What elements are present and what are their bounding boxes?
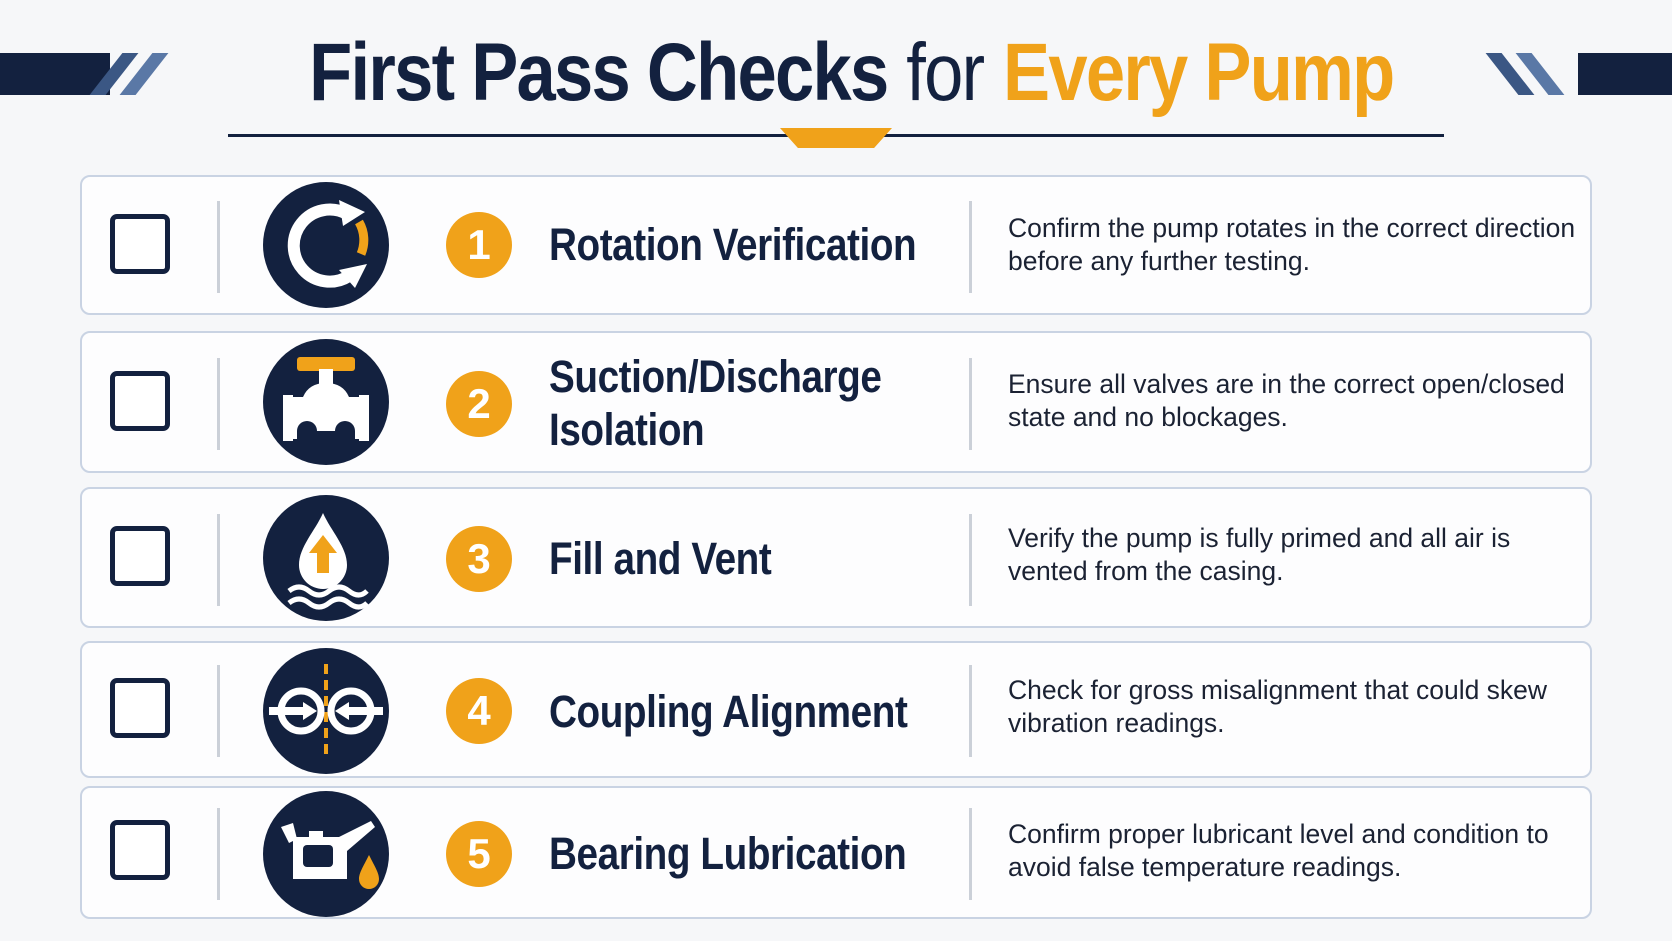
row-divider [969, 808, 972, 900]
page-title [0, 18, 1672, 128]
item-title: Fill and Vent [549, 533, 772, 584]
title-accent-tab [780, 128, 892, 148]
row-divider [969, 358, 972, 450]
checkbox-5[interactable] [110, 820, 170, 880]
step-number-badge: 5 [446, 821, 512, 887]
item-description: Confirm the pump rotates in the correct direction before any further testing. [1008, 213, 1576, 276]
checklist-row-4 [80, 641, 1592, 778]
item-title: Rotation Verification [549, 219, 917, 270]
row-divider [217, 201, 220, 293]
item-title: Coupling Alignment [549, 686, 908, 737]
coupling-icon [263, 648, 389, 774]
row-divider [969, 201, 972, 293]
page-title-part2: for [906, 27, 984, 118]
step-number-badge: 3 [446, 526, 512, 592]
item-description: Verify the pump is fully primed and all air is vented from the casing. [1008, 523, 1511, 586]
checkbox-2[interactable] [110, 371, 170, 431]
rotation-arrow-icon [263, 182, 389, 308]
step-number-badge: 2 [446, 371, 512, 437]
row-divider [217, 358, 220, 450]
item-description: Ensure all valves are in the correct open/closed state and no blockages. [1008, 369, 1565, 432]
row-divider [217, 514, 220, 606]
row-divider [217, 665, 220, 757]
item-description: Confirm proper lubricant level and condition to avoid false temperature readings. [1008, 819, 1549, 882]
step-number-badge: 1 [446, 212, 512, 278]
item-title: Suction/Discharge Isolation [549, 351, 882, 455]
item-description: Check for gross misalignment that could skew vibration readings. [1008, 675, 1548, 738]
checklist-row-2 [80, 331, 1592, 473]
checklist-row-3 [80, 487, 1592, 628]
row-divider [969, 514, 972, 606]
checkbox-3[interactable] [110, 526, 170, 586]
oil-can-icon [263, 791, 389, 917]
water-drop-icon [263, 495, 389, 621]
row-divider [217, 808, 220, 900]
valve-icon [263, 339, 389, 465]
checklist-row-5 [80, 786, 1592, 919]
checklist-row-1 [80, 175, 1592, 315]
page-title-part1: First Pass Checks [309, 27, 888, 118]
item-title: Bearing Lubrication [549, 828, 907, 879]
row-divider [969, 665, 972, 757]
checkbox-4[interactable] [110, 678, 170, 738]
step-number-badge: 4 [446, 678, 512, 744]
page-title-part3: Every Pump [1002, 27, 1394, 118]
checkbox-1[interactable] [110, 214, 170, 274]
